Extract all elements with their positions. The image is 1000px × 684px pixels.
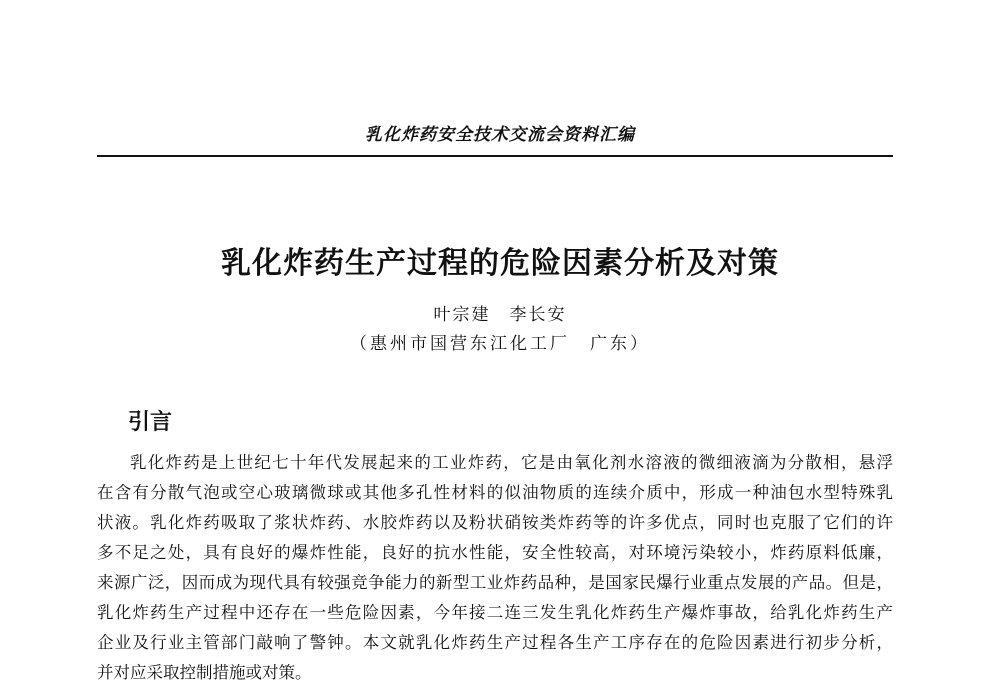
body-line: 来源广泛，因而成为现代具有较强竞争能力的新型工业炸药品种，是国家民爆行业重点发展的产品。但是，	[97, 573, 893, 592]
running-header: 乳化炸药安全技术交流会资料汇编	[365, 125, 635, 145]
body-line: 在含有分散气泡或空心玻璃微球或其他多孔性材料的似油物质的连续介质中，形成一种油包水型特殊乳	[97, 483, 893, 502]
body-line: 状液。乳化炸药吸取了浆状炸药、水胶炸药以及粉状硝铵类炸药等的许多优点，同时也克服了它们的许	[97, 513, 893, 532]
body-line: 并对应采取控制措施或对策。	[97, 663, 312, 682]
paper-title: 乳化炸药生产过程的危险因素分析及对策	[221, 246, 779, 281]
body-line: 多不足之处，具有良好的爆炸性能，良好的抗水性能，安全性较高，对环境污染较小，炸药原料低廉，	[97, 543, 893, 562]
header-rule	[97, 155, 893, 157]
section-heading: 引言	[128, 410, 173, 435]
paper-affiliation: （惠州市国营东江化工厂 广东）	[350, 334, 650, 354]
paper-authors: 叶宗建 李长安	[433, 305, 567, 325]
body-line: 乳化炸药生产过程中还存在一些危险因素，今年接二连三发生乳化炸药生产爆炸事故，给乳化炸药生产	[97, 603, 893, 622]
body-line: 企业及行业主管部门敲响了警钟。本文就乳化炸药生产过程各生产工序存在的危险因素进行初步分析，	[97, 633, 893, 652]
body-paragraph	[97, 448, 893, 684]
body-line: 乳化炸药是上世纪七十年代发展起来的工业炸药，它是由氧化剂水溶液的微细液滴为分散相，悬浮	[130, 453, 893, 472]
